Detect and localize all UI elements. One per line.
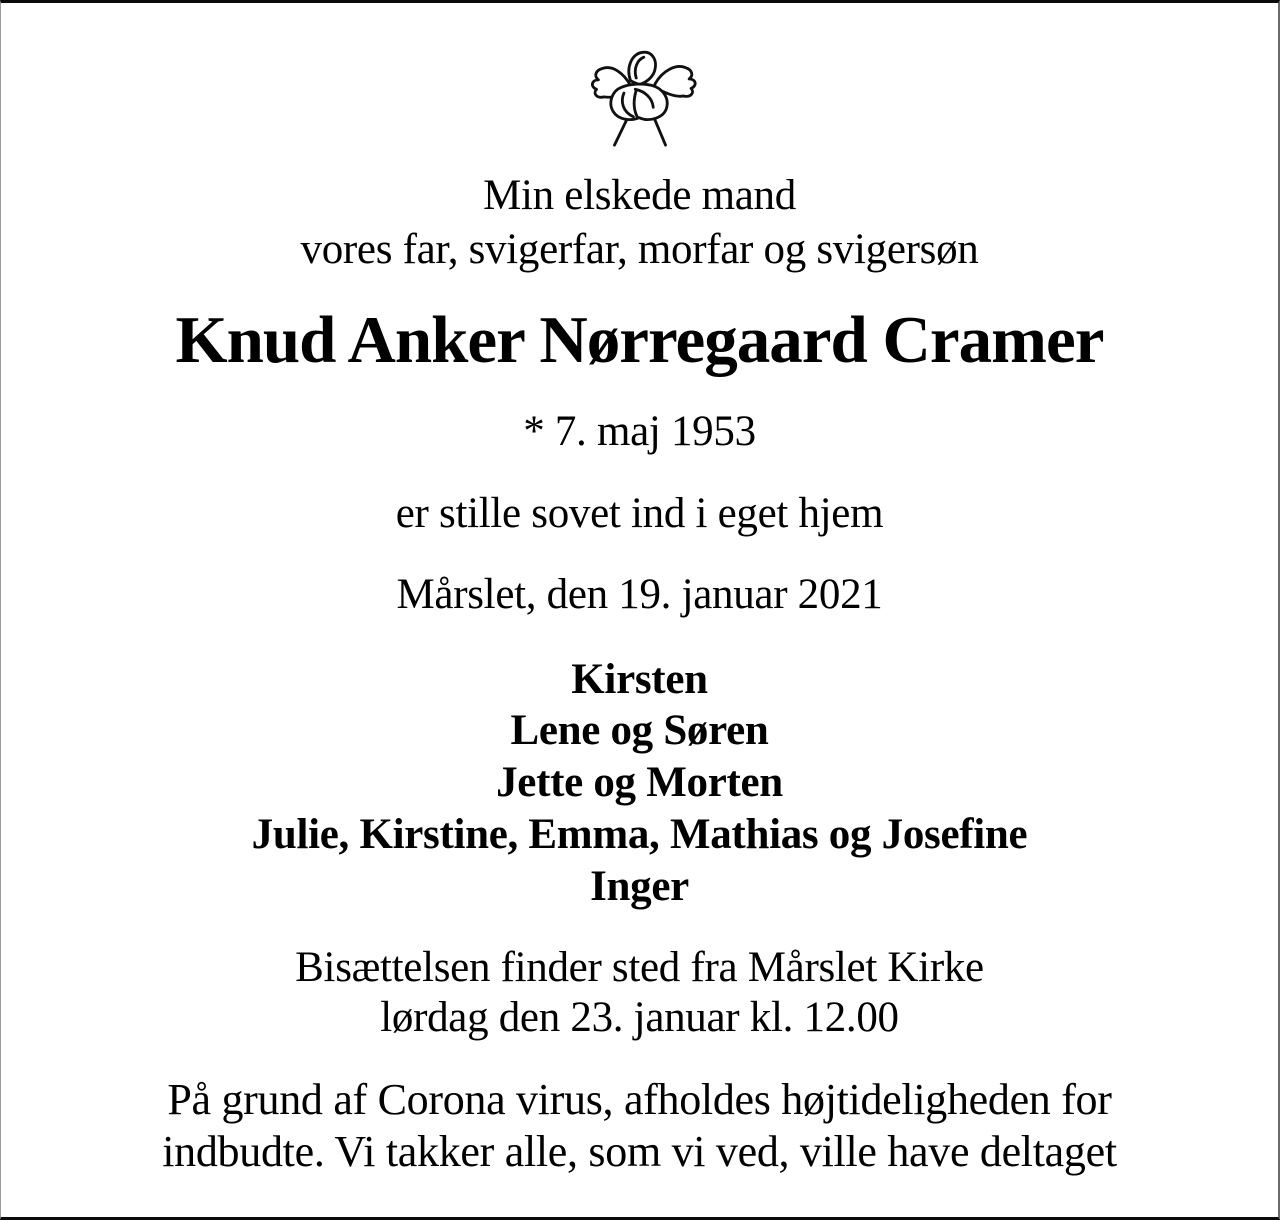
deceased-name: Knud Anker Nørregaard Cramer <box>175 302 1104 377</box>
family-name-line: Jette og Morten <box>496 759 783 807</box>
intro-text <box>1 169 1278 277</box>
corona-note-line: indbudte. Vi takker alle, som vi ved, ville have deltaget <box>162 1126 1117 1176</box>
intro-line: vores far, svigerfar, morfar og svigersøn <box>300 225 979 273</box>
family-name-line: Inger <box>590 862 689 910</box>
ceremony-info <box>1 943 1278 1044</box>
ceremony-line: lørdag den 23. januar kl. 12.00 <box>380 994 899 1042</box>
death-statement: er stille sovet ind i eget hjem <box>395 489 884 537</box>
intro-line: Min elskede mand <box>483 172 796 219</box>
ceremony-line: Bisættelsen finder sted fra Mårslet Kirke <box>295 943 984 991</box>
family-name-line: Kirsten <box>571 655 708 703</box>
family-names <box>1 654 1278 913</box>
corona-note-line: På grund af Corona virus, afholdes højtideligheden for <box>167 1075 1112 1125</box>
corona-note <box>1 1074 1278 1178</box>
place-and-date: Mårslet, den 19. januar 2021 <box>396 571 883 619</box>
birth-date: * 7. maj 1953 <box>523 408 756 456</box>
family-name-line: Lene og Søren <box>510 707 769 755</box>
angel-icon <box>1 43 1278 147</box>
family-name-line: Julie, Kirstine, Emma, Mathias og Josefine <box>251 810 1028 858</box>
